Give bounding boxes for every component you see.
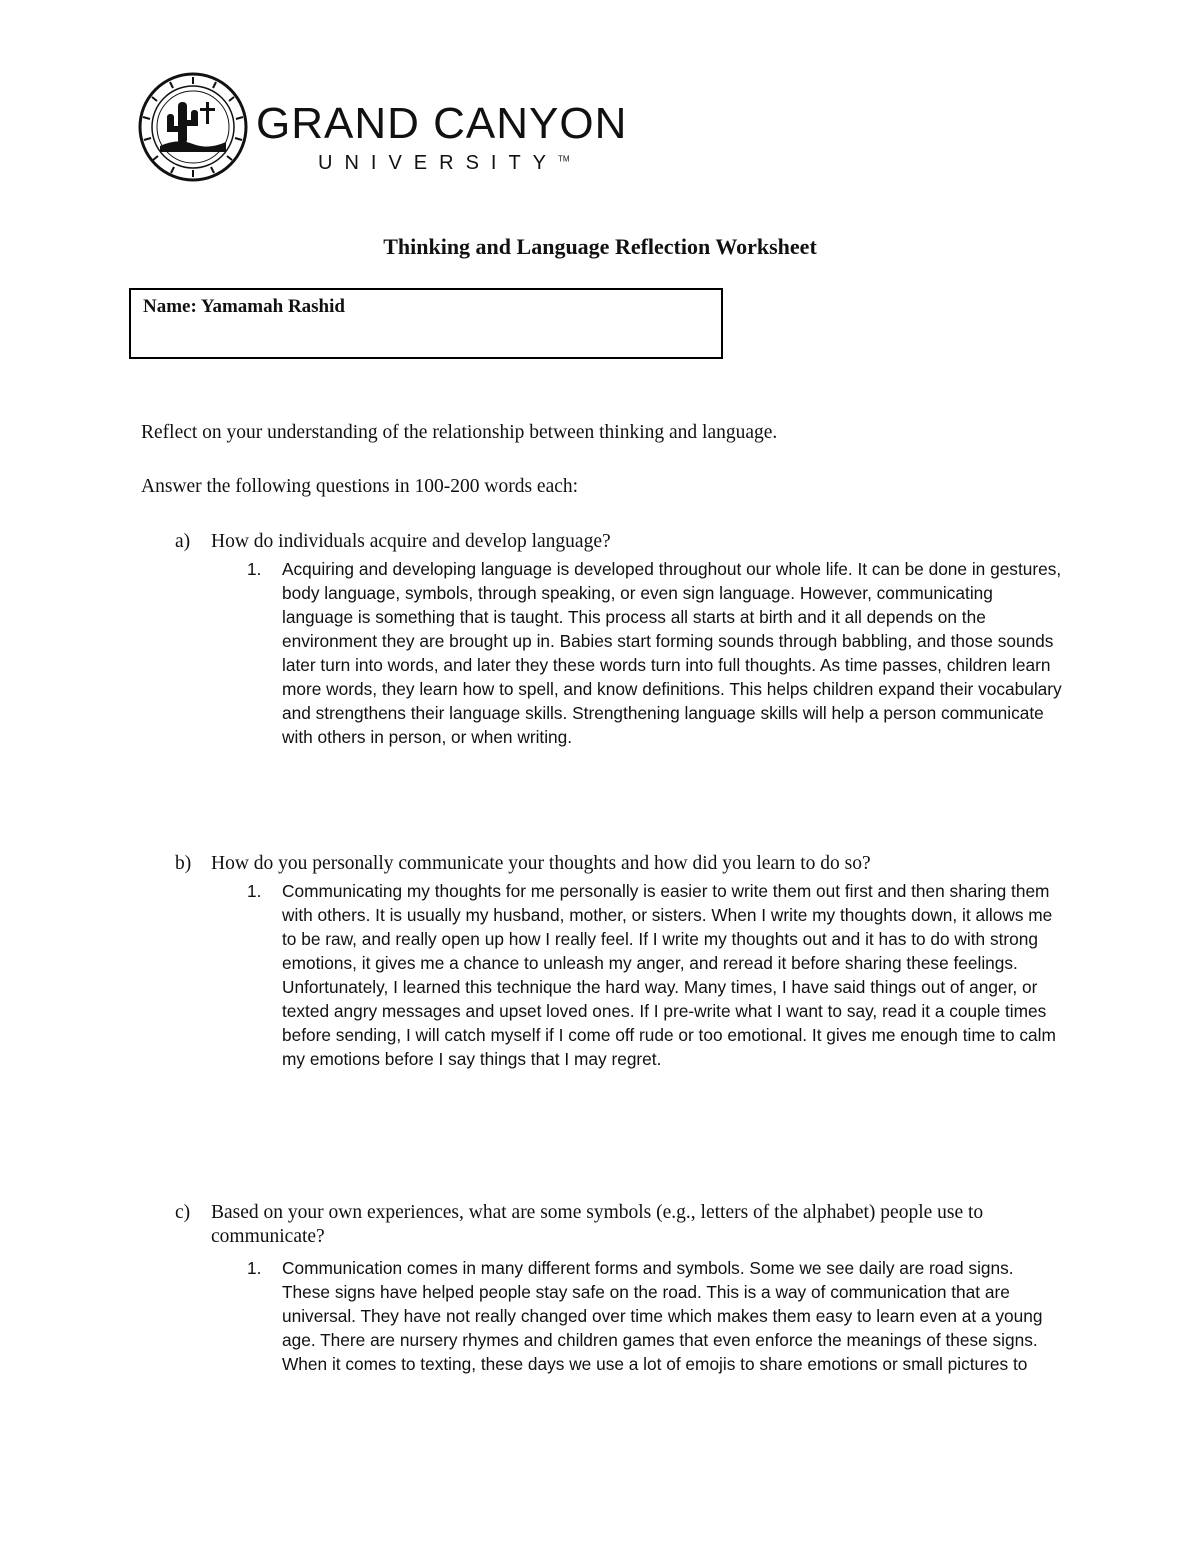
wordmark (256, 99, 628, 175)
university-logo (138, 72, 628, 182)
wordmark-line1: GRAND CANYON (256, 99, 628, 148)
answer-text: Communicating my thoughts for me personally is easier to write them out first and then sharing them with others. It is usually my husband, mother, or sisters. When I write my thoughts down, it allows me to be raw, and really open up how I really feel. If I write my thoughts out and it has to do with strong emotions, it gives me a chance to unleash my anger, and reread it before sharing these feelings. Unfortunately, I learned this technique the hard way. Many times, I have said things out of anger, or texted angry messages and upset loved ones. If I pre-write what I want to say, read it a couple times before sending, I will catch myself if I come off rude or too emotional. It gives me enough time to calm my emotions before I say things that I may regret. (282, 881, 1056, 1069)
answer-text: Acquiring and developing language is developed throughout our whole life. It can be done in gestures, body language, symbols, through speaking, or even sign language. However, communicating language is something that is taught. This process all starts at birth and it all depends on the environment they are brought up in. Babies start forming sounds through babbling, and those sounds later turn into words, and later they these words turn into full thoughts. As time passes, children learn more words, they learn how to spell, and know definitions. This helps children expand their vocabulary and strengthens their language skills. Strengthening language skills will help a person communicate with others in person, or when writing. (282, 559, 1062, 747)
intro-word-count: Answer the following questions in 100-200 words each: (141, 476, 579, 497)
university-seal-icon (138, 72, 248, 182)
name-field-box[interactable] (129, 288, 723, 359)
wordmark-line2 (318, 152, 627, 175)
trademark-mark: TM (558, 154, 570, 164)
wordmark-university: UNIVERSITY (318, 152, 559, 174)
intro-instruction: Reflect on your understanding of the relationship between thinking and language. (141, 422, 778, 443)
question-text: Based on your own experiences, what are some symbols (e.g., letters of the alphabet) people use to communicate? (211, 1202, 984, 1247)
answer-text: Communication comes in many different forms and symbols. Some we see daily are road signs. These signs have helped people stay safe on the road. This is a way of communication that are universal. They have not really changed over time which makes them easy to learn even at a young age. There are nursery rhymes and children games that even enforce the meanings of these signs. When it comes to texting, these days we use a lot of emojis to share emotions or small pictures to (282, 1258, 1043, 1374)
answer-number: 1. (247, 559, 262, 579)
question-text: How do individuals acquire and develop language? (211, 531, 611, 552)
answer-number: 1. (247, 881, 262, 901)
question-letter: c) (175, 1202, 191, 1223)
question-letter: a) (175, 531, 191, 552)
question-text: How do you personally communicate your thoughts and how did you learn to do so? (211, 853, 871, 874)
page-title: Thinking and Language Reflection Worksheet (383, 234, 817, 259)
question-letter: b) (175, 853, 192, 874)
answer-number: 1. (247, 1258, 262, 1278)
name-field-text: Name: Yamamah Rashid (143, 296, 345, 317)
